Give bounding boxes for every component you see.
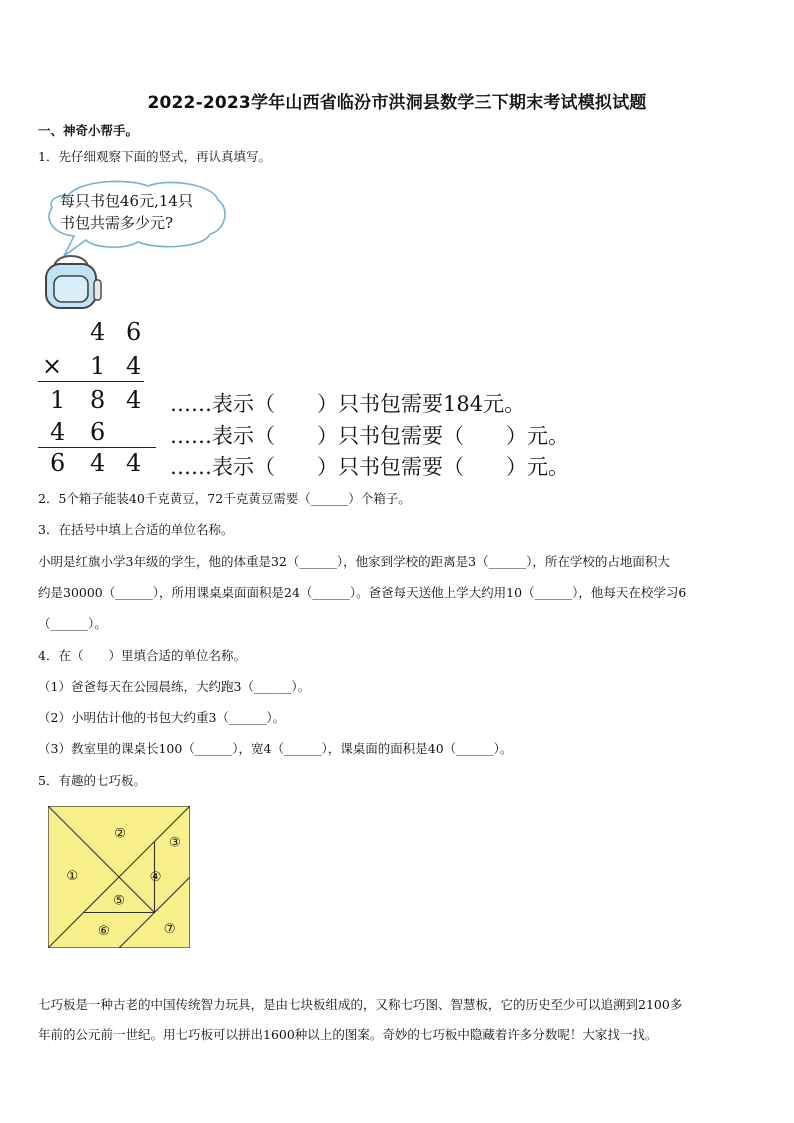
bubble-text	[60, 190, 193, 234]
digit: 6	[50, 449, 66, 477]
tangram-label-1: ①	[66, 869, 79, 885]
digit: 4	[126, 352, 142, 380]
paragraph-line: 年前的公元前一世纪。用七巧板可以拼出1600种以上的图案。奇妙的七巧板中隐藏着许多分数呢！大家找一找。	[38, 1027, 658, 1042]
question-5-label: 5．有趣的七巧板。	[38, 773, 146, 788]
question-2: 2．5个箱子能装40千克黄豆，72千克黄豆需要（______）个箱子。	[38, 491, 411, 506]
divider-line	[38, 381, 144, 382]
digit: 4	[90, 318, 106, 346]
tangram-label-2: ②	[114, 826, 126, 842]
question-4-item: （3）教室里的课桌长100（______），宽4（______），课桌面的面积是40（______）。	[38, 741, 513, 756]
tangram-label-7: ⑦	[163, 921, 176, 937]
divider-line	[38, 447, 156, 448]
bubble-line-2: 书包共需多少元?	[60, 214, 174, 232]
digit: 6	[126, 318, 142, 346]
row-1-explanation: ……表示（ ）只书包需要184元。	[170, 392, 526, 416]
tangram-label-3: ③	[168, 835, 181, 851]
bubble-line-1: 每只书包46元,14只	[60, 192, 193, 210]
tangram-figure	[48, 806, 190, 948]
section-heading: 一、神奇小帮手。	[38, 123, 139, 138]
tangram-label-6: ⑥	[97, 923, 110, 939]
tangram-paragraph	[38, 990, 758, 1050]
page-title: 2022-2023学年山西省临汾市洪洞县数学三下期末考试模拟试题	[147, 93, 647, 113]
question-1-label: 1．先仔细观察下面的竖式，再认真填写。	[38, 149, 271, 164]
question-3-line: 小明是红旗小学3年级的学生，他的体重是32（______），他家到学校的距离是3（______），所在学校的占地面积大	[38, 554, 670, 569]
question-4-item: （2）小明估计他的书包大约重3（______）。	[38, 710, 286, 725]
digit: 4	[90, 449, 106, 477]
tangram-label-5: ⑤	[113, 893, 125, 909]
digit: 4	[126, 386, 142, 414]
question-3-label: 3．在括号中填上合适的单位名称。	[38, 522, 234, 537]
question-3-line: （______）。	[38, 616, 107, 631]
row-2-explanation: ……表示（ ）只书包需要（ ）元。	[170, 424, 569, 448]
question-4-label: 4．在（ ）里填合适的单位名称。	[38, 648, 246, 663]
digit: 8	[90, 386, 106, 414]
digit: 1	[50, 386, 66, 414]
question-3-line: 约是30000（______），所用课桌桌面面积是24（______）。爸爸每天送他上学大约用10（______），他每天在校学习6	[38, 585, 687, 600]
question-4-item: （1）爸爸每天在公园晨练，大约跑3（______）。	[38, 679, 311, 694]
digit: 6	[90, 418, 106, 446]
tangram-label-4: ④	[149, 870, 162, 886]
times-sign: ×	[42, 352, 63, 380]
backpack-icon	[40, 246, 104, 312]
digit: 1	[90, 352, 106, 380]
row-3-explanation: ……表示（ ）只书包需要（ ）元。	[170, 455, 569, 479]
paragraph-line: 七巧板是一种古老的中国传统智力玩具，是由七块板组成的，又称七巧图、智慧板，它的历史至少可以追溯到2100多	[38, 997, 683, 1012]
digit: 4	[126, 449, 142, 477]
digit: 4	[50, 418, 66, 446]
